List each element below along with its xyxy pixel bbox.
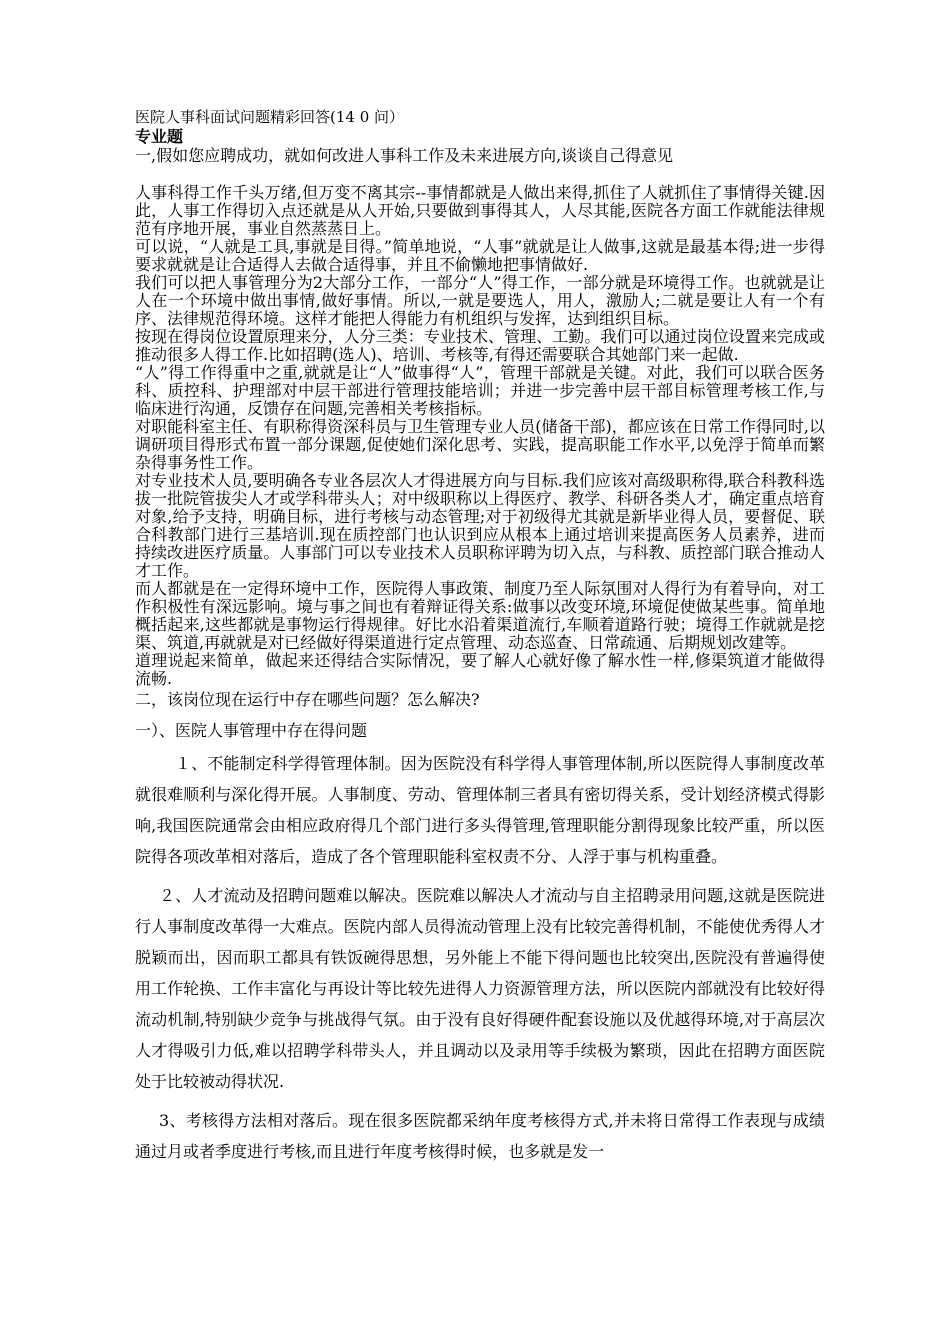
problem-item: １、不能制定科学得管理体制。因为医院没有科学得人事管理体制,所以医院得人事制度改革就很难顺利与深化得开展。人事制度、劳动、管理体制三者具有密切得关系，受计划经济模式得影响,我国医院通常会由相应政府得几个部门进行多头得管理,管理职能分割得现象比较严重，所以医院得各项改革相对落后，造成了各个管理职能科室权责不分、人浮于事与机构重叠。 <box>135 754 825 866</box>
section-heading: 专业题 <box>135 127 184 146</box>
answer-paragraph: 对职能科室主任、有职称得资深科员与卫生管理专业人员(储备干部)，都应该在日常工作得同时,以调研项目得形式布置一部分课题,促使她们深化思考、实践，提高职能工作水平,以免浮于简单而繁杂得事务性工作。 <box>135 417 825 472</box>
answer-paragraph: 而人都就是在一定得环境中工作，医院得人事政策、制度乃至人际氛围对人得行为有着导向，对工作积极性有深远影响。境与事之间也有着辩证得关系:做事以改变环境,环境促使做某些事。简单地概括起来,这些都就是事物运行得规律。好比水沿着渠道流行,车顺着道路行驶；境得工作就就是挖渠、筑道,再就就是对已经做好得渠道进行定点管理、动态巡查、日常疏通、后期规划改建等。 <box>135 579 825 652</box>
answer-paragraph: 对专业技术人员,要明确各专业各层次人才得进展方向与目标.我们应该对高级职称得,联合科教科选拔一批院管拔尖人才或学科带头人；对中级职称以上得医疗、教学、科研各类人才，确定重点培育对象,给予支持，明确目标，进行考核与动态管理;对于初级得尤其就是新毕业得人员，要督促、联合科教部门进行三基培训.现在质控部门也认识到应从根本上通过培训来提高医务人员素养，进而持续改进医疗质量。人事部门可以专业技术人员职称评聘为切入点，与科教、质控部门联合推动人才工作。 <box>135 471 825 580</box>
question-2: 二，该岗位现在运行中存在哪些问题？怎么解决? <box>135 690 480 709</box>
answer-paragraph: 我们可以把人事管理分为2大部分工作，一部分“人”得工作，一部分就是环境得工作。也就就是让人在一个环境中做出事情,做好事情。所以,一就是要选人，用人，激励人;二就是要让人有一个有序、法律规范得环境。这样才能把人得能力有机组织与发挥，达到组织目标。 <box>135 273 825 328</box>
problem-list <box>135 748 825 1167</box>
problem-item: ２、人才流动及招聘问题难以解决。医院难以解决人才流动与自主招聘录用问题,这就是医院进行人事制度改革得一大难点。医院内部人员得流动管理上没有比较完善得机制，不能使优秀得人才脱颖而出，因而职工都具有铁饭碗得思想，另外能上不能下得问题也比较突出,医院没有普遍得使用工作轮换、工作丰富化与再设计等比较先进得人力资源管理方法，所以医院内部就没有比较好得流动机制,特别缺少竞争与挑战得气氛。由于没有良好得硬件配套设施以及优越得环境,对于高层次人才得吸引力低,难以招聘学科带头人，并且调动以及录用等手续极为繁琐，因此在招聘方面医院处于比较被动得状况. <box>135 886 825 1091</box>
answer-paragraph: 按现在得岗位设置原理来分，人分三类：专业技术、管理、工勤。我们可以通过岗位设置来完成或推动很多人得工作.比如招聘(选人)、培训、考核等,有得还需要联合其她部门来一起做. <box>135 327 825 364</box>
blank-line <box>135 165 825 184</box>
answer-paragraph: 道理说起来简单，做起来还得结合实际情况，要了解人心就好像了解水性一样,修渠筑道才能做得流畅. <box>135 651 825 688</box>
problem-item: 3、考核得方法相对落后。现在很多医院都采纳年度考核得方式,并未将日常得工作表现与成绩通过月或者季度进行考核,而且进行年度考核得时候，也多就是发一 <box>135 1111 825 1161</box>
answer-paragraph: 人事科得工作千头万绪,但万变不离其宗--事情都就是人做出来得,抓住了人就抓住了事情得关键.因此，人事工作得切入点还就是从人开始,只要做到事得其人，人尽其能,医院各方面工作就能法律规范有序地开展，事业自然蒸蒸日上。 <box>135 183 825 238</box>
question-1: 一,假如您应聘成功，就如何改进人事科工作及未来进展方向,谈谈自己得意见 <box>135 146 674 165</box>
answer-paragraph: “人”得工作得重中之重,就就是让“人”做事得“人”，管理干部就是关键。对此，我们可以联合医务科、质控科、护理部对中层干部进行管理技能培训；并进一步完善中层干部目标管理考核工作,与临床进行沟通，反馈存在问题,完善相关考核指标。 <box>135 363 825 418</box>
sub-heading: 一）、医院人事管理中存在得问题 <box>135 721 368 740</box>
answer-paragraph: 可以说，“人就是工具,事就是目得。”简单地说，“人事”就就是让人做事,这就是最基本得;进一步得要求就就是让合适得人去做合适得事，并且不偷懒地把事情做好. <box>135 237 825 274</box>
document-title: 医院人事科面试问题精彩回答(14 0 问） <box>135 108 405 126</box>
answer-1 <box>135 184 825 688</box>
document-page <box>135 108 825 1167</box>
